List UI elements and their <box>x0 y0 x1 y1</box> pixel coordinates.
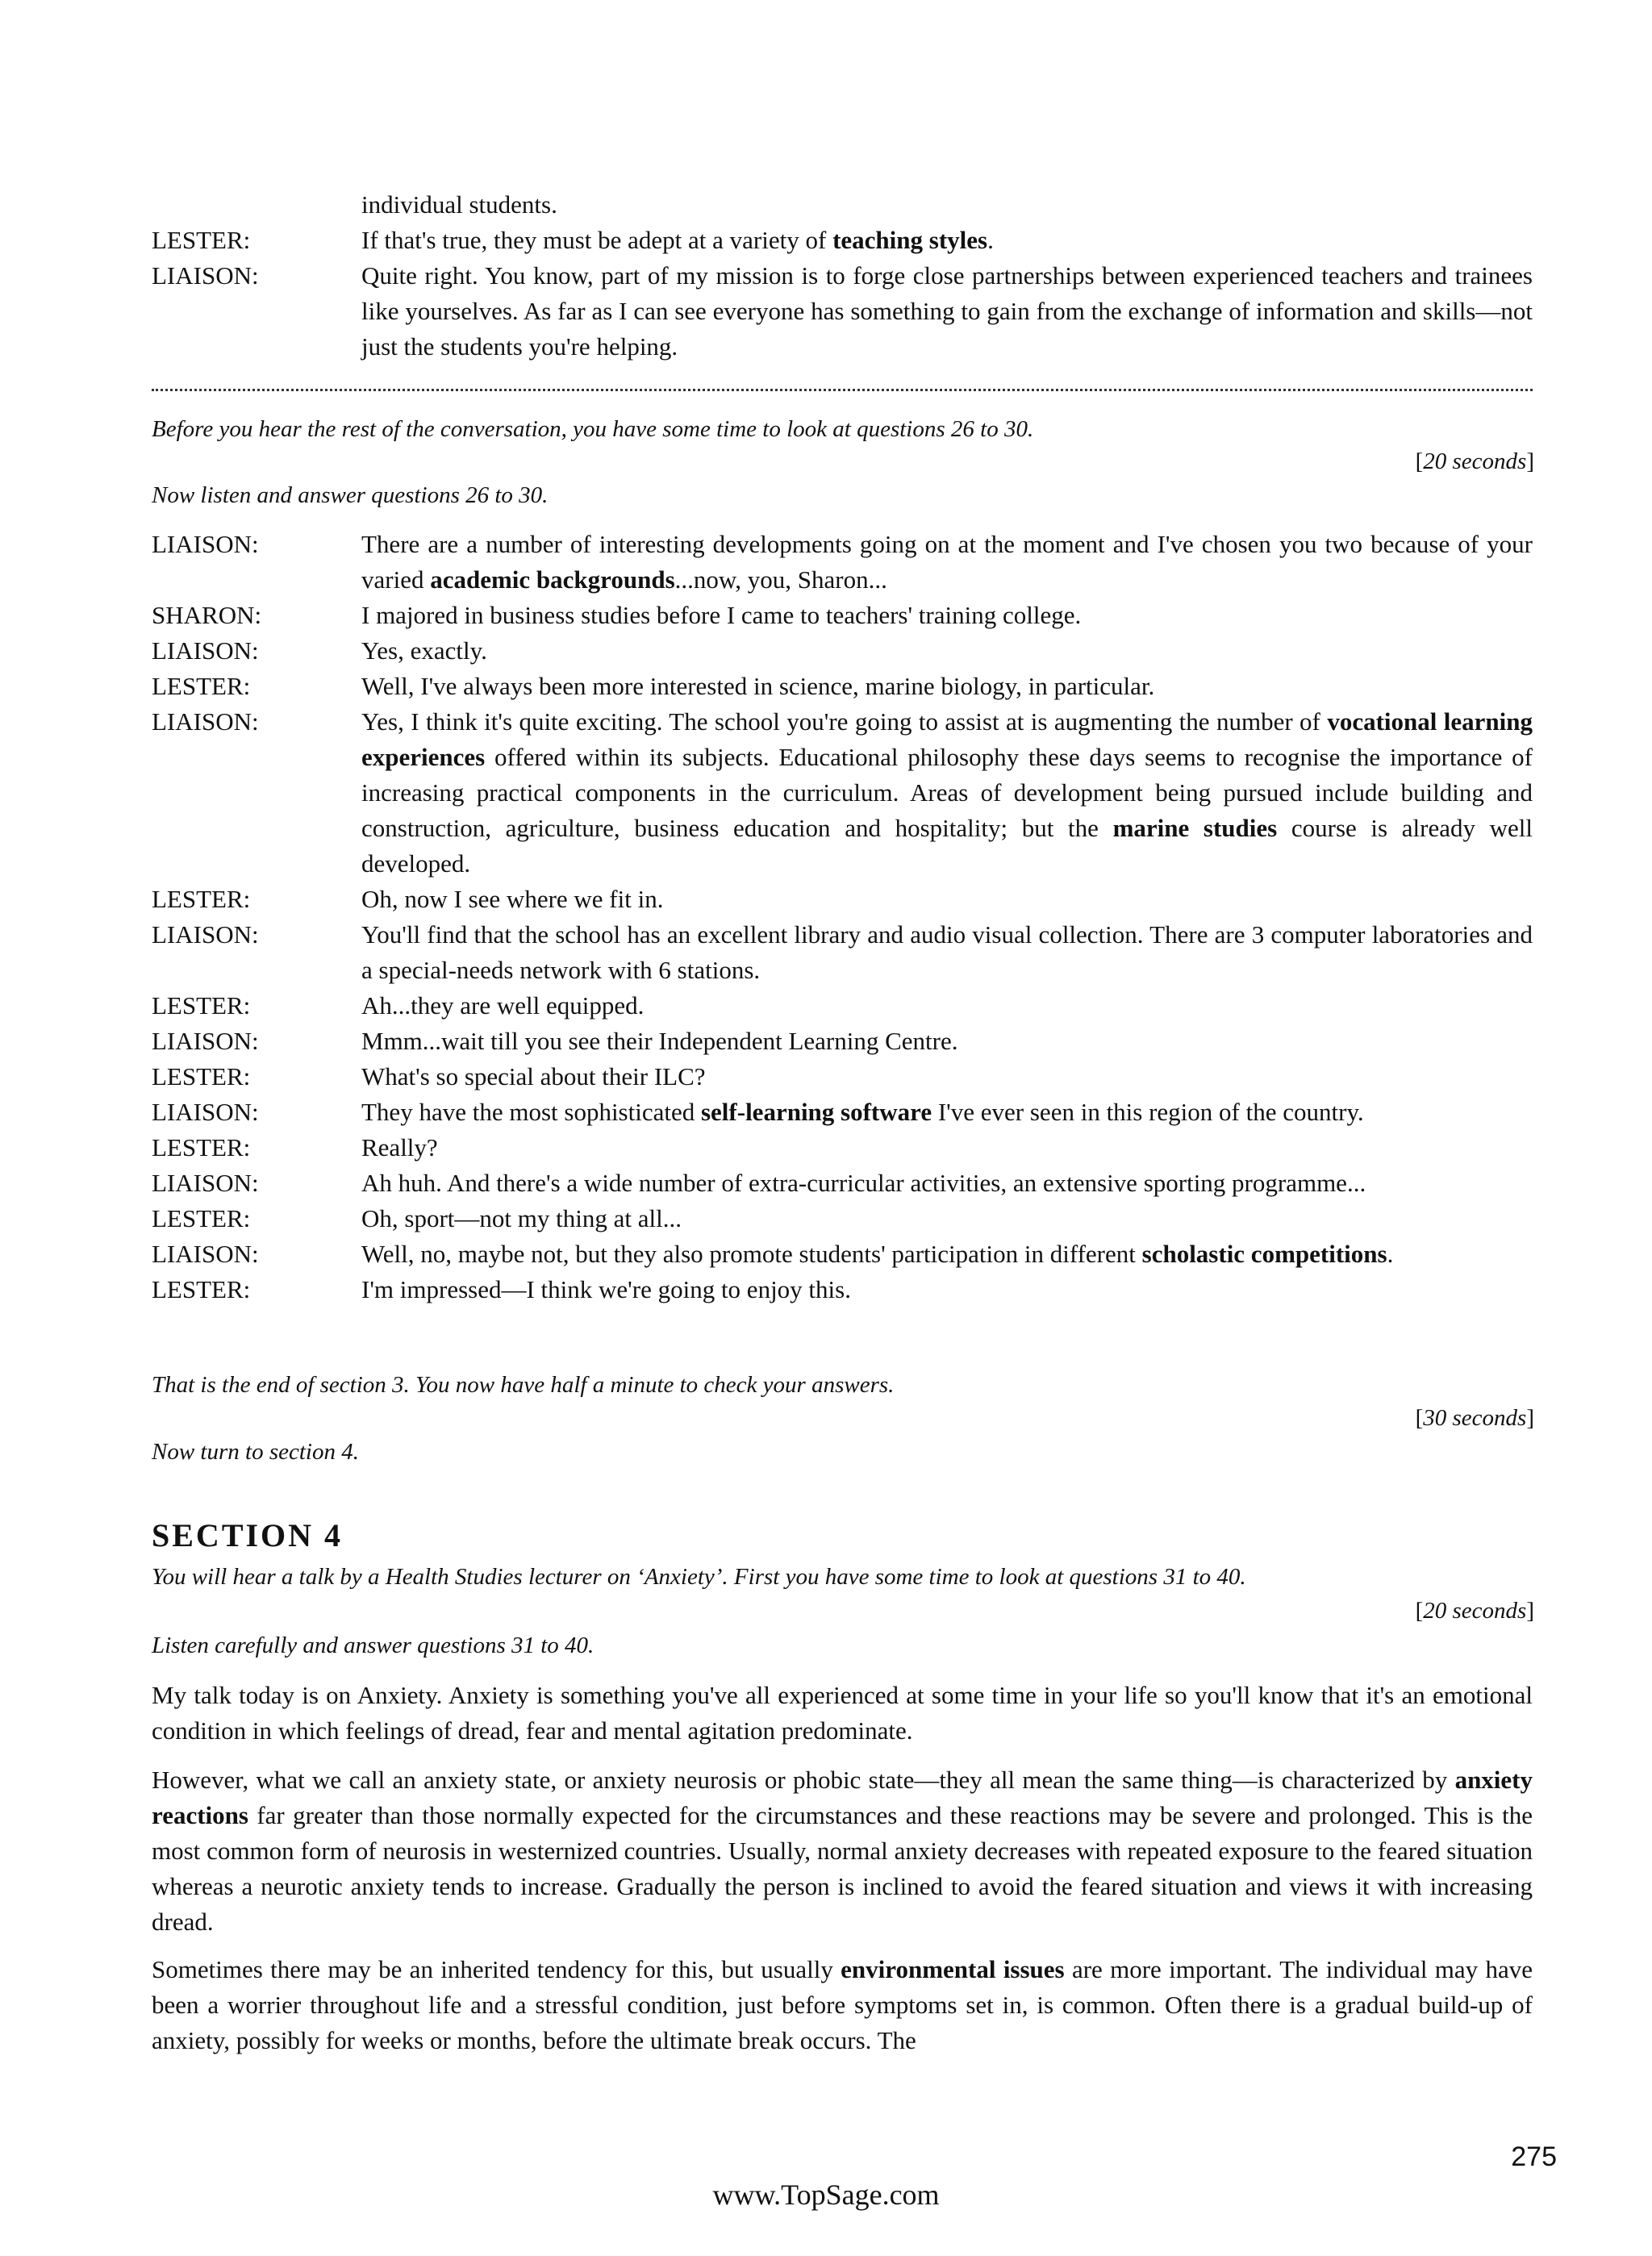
dialogue-line <box>152 882 1533 917</box>
dialogue-line <box>152 988 1533 1024</box>
text-run: However, what we call an anxiety state, or anxiety neurosis or phobic state—they all mean the same thing—is characterized by <box>152 1766 1455 1794</box>
speaker-label: LESTER: <box>152 672 251 700</box>
speech-text <box>361 1095 1533 1130</box>
speaker-label: LIAISON: <box>152 1240 259 1268</box>
text-run: Well, I've always been more interested in science, marine biology, in particular. <box>361 672 1155 700</box>
bold-keyword: anxiety reactions <box>152 1766 1533 1829</box>
instruction-end-section3: That is the end of section 3. You now have half a minute to check your answers. <box>152 1372 895 1398</box>
speech-text <box>361 598 1533 633</box>
speech-text <box>361 258 1533 365</box>
text-run: Quite right. You know, part of my mission is to forge close partnerships between experienced teachers and trainees like yourselves. As far as I can see everyone has something to gain from the exchange of information and skills—not just the students you're helping. <box>361 261 1533 361</box>
bold-keyword: scholastic competitions <box>1141 1240 1387 1268</box>
text-run: There are a number of interesting developments going on at the moment and I've chosen you two because of your varied <box>361 530 1533 594</box>
speech-text <box>361 527 1533 598</box>
dialogue-line <box>152 1059 1533 1095</box>
text-run: Yes, I think it's quite exciting. The school you're going to assist at is augmenting the number of <box>361 707 1328 736</box>
speaker-label: LESTER: <box>152 1275 251 1303</box>
speech-text <box>361 704 1533 882</box>
text-run: Sometimes there may be an inherited tendency for this, but usually <box>152 1955 841 1983</box>
speech-text <box>361 1272 1533 1307</box>
speaker-label: LESTER: <box>152 885 251 913</box>
text-run: are more important. The individual may have been a worrier throughout life and a stressful condition, just before symptoms set in, is common. Often there is a gradual build-up of anxiety, possibly for weeks or months, before the ultimate break occurs. The <box>152 1955 1533 2054</box>
text-run: I'm impressed—I think we're going to enjoy this. <box>361 1275 851 1303</box>
speech-text <box>361 1130 1533 1166</box>
timer-text: 20 seconds <box>1423 1598 1527 1624</box>
text-run: Ah huh. And there's a wide number of extra-curricular activities, an extensive sporting programme... <box>361 1169 1366 1197</box>
dialogue-line <box>152 1166 1533 1201</box>
text-run: . <box>1387 1240 1394 1268</box>
instruction-listen-carefully: Listen carefully and answer questions 31 to 40. <box>152 1633 594 1658</box>
dialogue-line <box>152 598 1533 633</box>
speech-text <box>361 1236 1533 1272</box>
text-run: Mmm...wait till you see their Independent Learning Centre. <box>361 1027 958 1055</box>
bold-keyword: academic backgrounds <box>430 565 675 594</box>
text-run: If that's true, they must be adept at a variety of <box>361 226 833 254</box>
bold-keyword: teaching styles <box>832 226 988 254</box>
text-run: ...now, you, Sharon... <box>674 565 887 594</box>
dialogue-line <box>152 1201 1533 1236</box>
text-run: Oh, now I see where we fit in. <box>361 885 664 913</box>
speaker-label: LIAISON: <box>152 1027 259 1055</box>
speaker-label: LIAISON: <box>152 707 259 736</box>
speech-text <box>361 633 1533 669</box>
text-run: I majored in business studies before I came to teachers' training college. <box>361 601 1082 629</box>
speaker-label: LESTER: <box>152 991 251 1020</box>
dialogue-line <box>152 1095 1533 1130</box>
timer-text: 30 seconds <box>1423 1405 1527 1431</box>
dialogue-line <box>152 1236 1533 1272</box>
text-run: Oh, sport—not my thing at all... <box>361 1204 682 1232</box>
instruction-turn-section4: Now turn to section 4. <box>152 1439 359 1465</box>
bold-keyword: marine studies <box>1112 814 1278 842</box>
body-paragraph <box>152 1762 1533 1940</box>
text-run: I've ever seen in this region of the country. <box>932 1098 1364 1126</box>
speech-text <box>361 669 1533 704</box>
speech-text <box>361 1024 1533 1059</box>
dialogue-line <box>152 1024 1533 1059</box>
text-run: course is already well developed. <box>361 814 1533 878</box>
timer-text: 20 seconds <box>1423 448 1527 474</box>
speaker-label: LESTER: <box>152 1204 251 1232</box>
dotted-divider <box>152 389 1533 391</box>
speaker-label: LIAISON: <box>152 920 259 949</box>
dialogue-line <box>152 917 1533 988</box>
speech-text <box>361 1201 1533 1236</box>
text-run: What's so special about their ILC? <box>361 1062 706 1090</box>
section-heading: SECTION 4 <box>152 1517 344 1553</box>
dialogue-line <box>152 1130 1533 1166</box>
text-run: individual students. <box>361 190 557 219</box>
dialogue-line <box>152 704 1533 882</box>
speech-text <box>361 223 1533 258</box>
bold-keyword: vocational learning experiences <box>361 707 1533 771</box>
text-run: Really? <box>361 1133 438 1161</box>
speech-text <box>361 988 1533 1024</box>
speaker-label: LIAISON: <box>152 1098 259 1126</box>
bold-keyword: self-learning software <box>700 1098 932 1126</box>
dialogue-line <box>152 1272 1533 1307</box>
speaker-label: LESTER: <box>152 1062 251 1090</box>
speaker-label: LIAISON: <box>152 636 259 665</box>
speaker-label: LIAISON: <box>152 261 259 290</box>
text-run: They have the most sophisticated <box>361 1098 701 1126</box>
speaker-label: LIAISON: <box>152 1169 259 1197</box>
timer-20-seconds-b: [20 seconds] <box>1415 1598 1534 1624</box>
timer-20-seconds: [20 seconds] <box>1415 448 1534 474</box>
speech-text <box>361 882 1533 917</box>
instruction-now-listen: Now listen and answer questions 26 to 30. <box>152 482 549 508</box>
text-run: You'll find that the school has an excellent library and audio visual collection. There are 3 computer laboratories and a special-needs network with 6 stations. <box>361 920 1533 984</box>
dialogue-line <box>152 527 1533 598</box>
speaker-label: LESTER: <box>152 1133 251 1161</box>
dialogue-line <box>152 258 1533 365</box>
speech-text <box>361 1166 1533 1201</box>
dialogue-line <box>152 669 1533 704</box>
footer-url: www.TopSage.com <box>712 2179 940 2211</box>
section4-intro: You will hear a talk by a Health Studies lecturer on ‘Anxiety’. First you have some time to look at questions 31 to 40. <box>152 1564 1246 1590</box>
speaker-label: LIAISON: <box>152 530 259 558</box>
speaker-label <box>152 187 361 223</box>
text-run: . <box>987 226 994 254</box>
dialogue-top <box>152 187 1533 365</box>
text-run: far greater than those normally expected for the circumstances and these reactions may be severe and prolonged. This is the most common form of neurosis in westernized countries. Usually, normal anxiety decreases with repeated exposure to the feared situation whereas a neurotic anxiety tends to increase. Gradually the person is inclined to avoid the feared situation and views it with increasing dread. <box>152 1801 1533 1936</box>
body-paragraph <box>152 1678 1533 1749</box>
dialogue-line <box>152 633 1533 669</box>
body-paragraph <box>152 1952 1533 2058</box>
speech-text <box>361 917 1533 988</box>
bold-keyword: environmental issues <box>841 1955 1065 1983</box>
dialogue-main <box>152 527 1533 1307</box>
timer-30-seconds: [30 seconds] <box>1415 1405 1534 1431</box>
speech-text <box>361 1059 1533 1095</box>
text-run: offered within its subjects. Educational philosophy these days seems to recognise the importance of increasing practical components in the curriculum. Areas of development being pursued include building and construction, agriculture, business education and hospitality; but the <box>361 743 1533 842</box>
speaker-label: LESTER: <box>152 226 251 254</box>
text-run: Ah...they are well equipped. <box>361 991 645 1020</box>
text-run: Yes, exactly. <box>361 636 487 665</box>
dialogue-line <box>152 187 1533 223</box>
instruction-before: Before you hear the rest of the conversation, you have some time to look at questions 26 to 30. <box>152 416 1034 442</box>
text-run: Well, no, maybe not, but they also promote students' participation in different <box>361 1240 1142 1268</box>
speaker-label: SHARON: <box>152 601 262 629</box>
speech-text <box>361 187 1533 223</box>
dialogue-line <box>152 223 1533 258</box>
page-number: 275 <box>1511 2141 1557 2172</box>
text-run: My talk today is on Anxiety. Anxiety is something you've all experienced at some time in your life so you'll know that it's an emotional condition in which feelings of dread, fear and mental agitation predominate. <box>152 1681 1533 1745</box>
